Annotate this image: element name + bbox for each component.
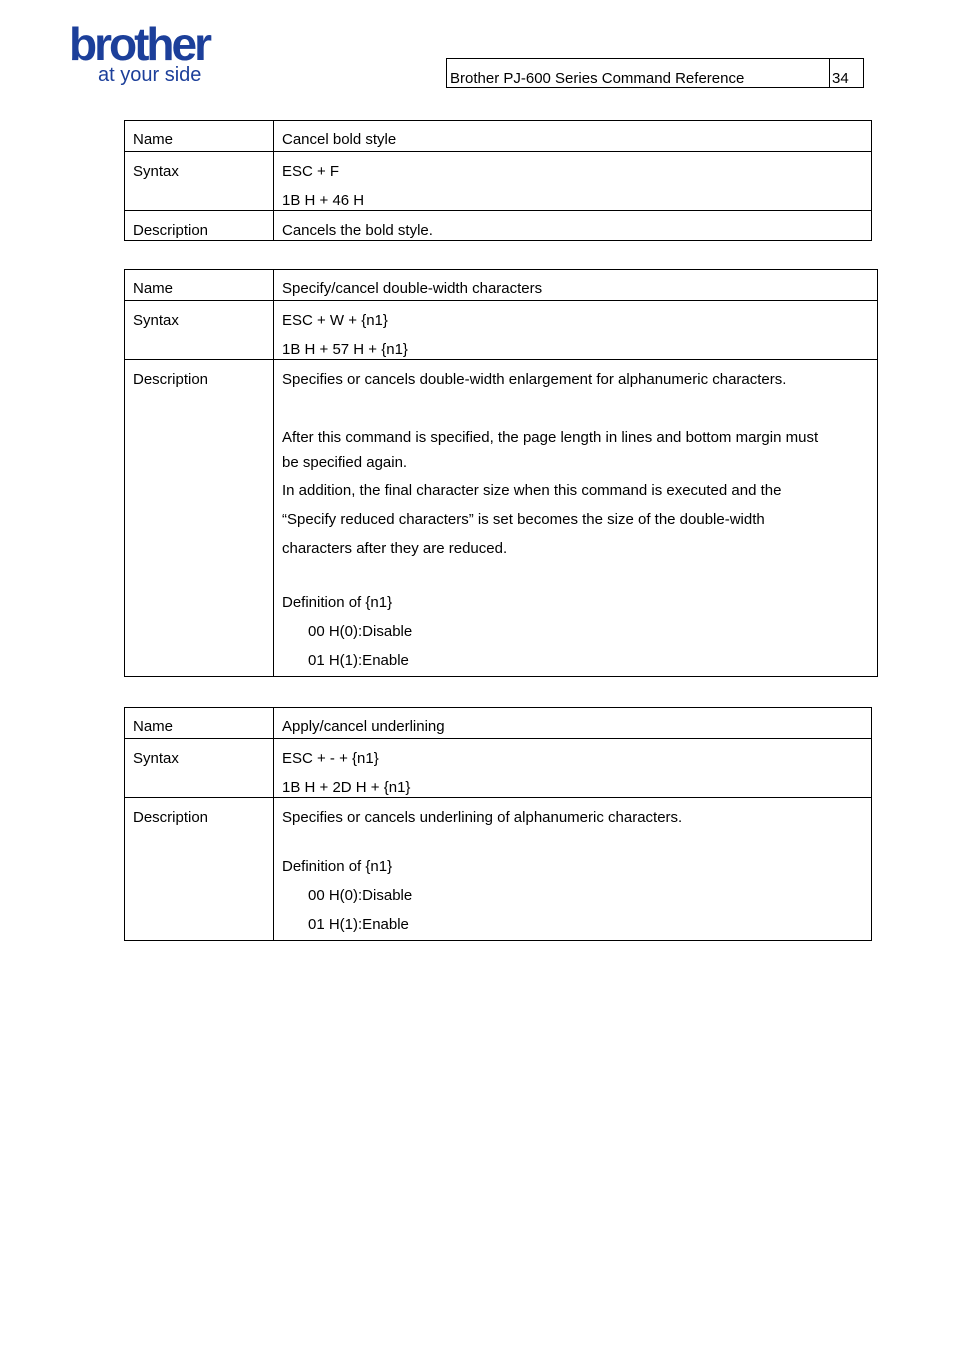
description-text: Cancels the bold style.: [282, 222, 433, 239]
spacer: [282, 389, 877, 418]
command-table-underlining: [124, 707, 872, 941]
definition-item: 01 H(1):Enable: [308, 652, 409, 669]
syntax-label: Syntax: [133, 750, 179, 767]
description-row: [125, 360, 878, 677]
description-line: After this command is specified, the page length in lines and bottom margin must: [282, 429, 819, 446]
syntax-row: [125, 739, 872, 798]
command-name: Cancel bold style: [282, 131, 397, 148]
syntax-ascii: ESC + F: [282, 163, 340, 180]
syntax-ascii: ESC + W + {n1}: [282, 312, 388, 329]
name-row: [125, 270, 878, 301]
description-line: Specifies or cancels underlining of alphanumeric characters.: [282, 809, 683, 826]
name-label: Name: [133, 718, 174, 735]
definition-title: Definition of {n1}: [282, 858, 393, 875]
command-table-cancel-bold: [124, 120, 872, 241]
syntax-label: Syntax: [133, 163, 179, 180]
brother-logo: [68, 18, 238, 88]
spacer: [282, 563, 877, 592]
definition-title: Definition of {n1}: [282, 594, 393, 611]
description-line: In addition, the final character size when this command is executed and the: [282, 482, 782, 499]
definition-item: 00 H(0):Disable: [308, 623, 413, 640]
name-label: Name: [133, 131, 174, 148]
syntax-ascii: ESC + - + {n1}: [282, 750, 379, 767]
description-label: Description: [133, 371, 209, 388]
syntax-hex: 1B H + 2D H + {n1}: [282, 779, 411, 796]
syntax-row: [125, 152, 872, 211]
description-label: Description: [133, 222, 209, 239]
description-row: [125, 798, 872, 941]
description-label: Description: [133, 809, 209, 826]
syntax-hex: 1B H + 57 H + {n1}: [282, 341, 408, 358]
syntax-row: [125, 301, 878, 360]
document-header: [446, 58, 864, 88]
svg-text:brother: brother: [69, 18, 209, 70]
description-line: Specifies or cancels double-width enlargement for alphanumeric characters.: [282, 371, 787, 388]
description-line: characters after they are reduced.: [282, 540, 508, 557]
name-row: [125, 121, 872, 152]
name-row: [125, 708, 872, 739]
svg-text:at your side: at your side: [98, 64, 202, 86]
command-name: Specify/cancel double-width characters: [282, 280, 543, 297]
description-line: “Specify reduced characters” is set becomes the size of the double-width: [282, 511, 765, 528]
command-name: Apply/cancel underlining: [282, 718, 445, 735]
syntax-label: Syntax: [133, 312, 179, 329]
description-line: be specified again.: [282, 454, 408, 471]
syntax-hex: 1B H + 46 H: [282, 192, 365, 209]
page-number: 34: [832, 70, 849, 87]
document-title: Brother PJ-600 Series Command Reference: [447, 59, 830, 87]
definition-item: 00 H(0):Disable: [308, 887, 413, 904]
name-label: Name: [133, 280, 174, 297]
definition-item: 01 H(1):Enable: [308, 916, 409, 933]
spacer: [282, 827, 871, 856]
description-row: [125, 211, 872, 241]
command-table-double-width: [124, 269, 878, 677]
